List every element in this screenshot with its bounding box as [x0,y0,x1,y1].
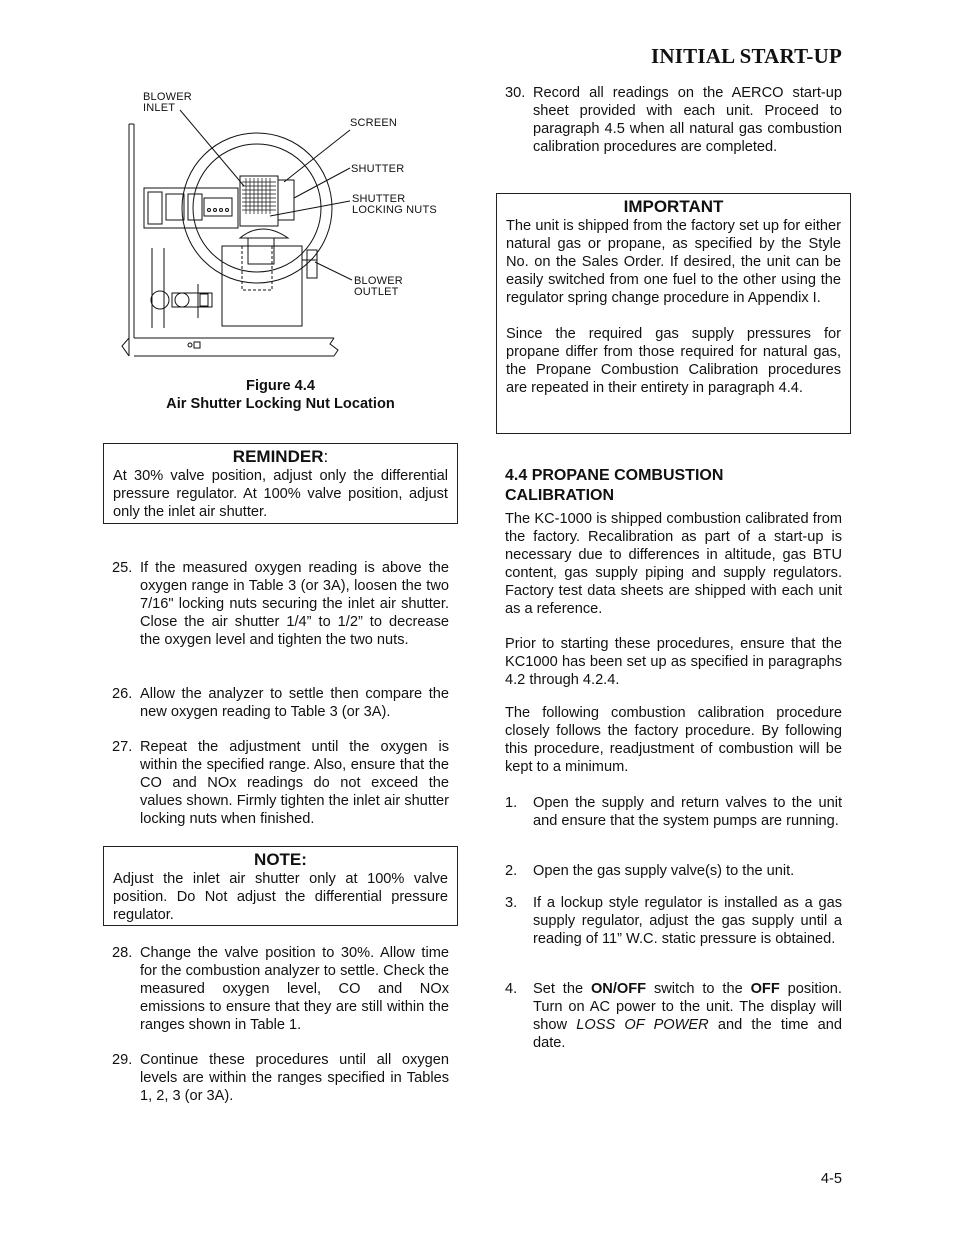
figure-caption-title: Air Shutter Locking Nut Location [166,396,395,412]
section-paragraph-1: The KC-1000 is shipped combustion calibrated from the factory. Recalibration as part of a start-up is necessary due to differences in altitude, gas BTU content, gas supply piping and supply regulators. Factory test data sheets are shipped with each unit as a reference. [505,511,842,617]
label-blower-outlet: BLOWER OUTLET [354,275,403,298]
important-title: IMPORTANT [623,197,724,216]
section-heading-line-2: CALIBRATION [505,487,615,504]
on-off-switch-label: ON/OFF [590,981,647,997]
important-box [496,193,851,434]
list-item-25: 25. If the measured oxygen reading is above the oxygen range in Table 3 (or 3A), loosen the two 7/16" locking nuts securing the inlet air shutter. Close the air shutter 1/4” to 1/2” to decrease the oxygen level and tighten the two nuts. [112,560,449,648]
page-number: 4-5 [820,1171,842,1187]
important-para-2: Since the required gas supply pressures for propane differ from those required for natural gas, the Propane Combustion Calibration procedures are repeated in their entirety in paragraph 4.4. [506,326,841,396]
reminder-title: REMINDER: [232,447,329,466]
list-item-30: 30. Record all readings on the AERCO start-up sheet provided with each unit. Proceed to paragraph 4.5 when all natural gas combustion calibration procedures are completed. [505,85,842,155]
list-item-29: 29. Continue these procedures until all oxygen levels are within the ranges specified in Tables 1, 2, 3 (or 3A). [112,1052,449,1104]
label-shutter-locking-nuts: SHUTTER LOCKING NUTS [352,193,437,216]
list-item-26: 26. Allow the analyzer to settle then compare the new oxygen reading to Table 3 (or 3A). [112,686,449,720]
section-paragraph-3: The following combustion calibration procedure closely follows the factory procedure. By following this procedure, readjustment of combustion will be kept to a minimum. [505,705,842,775]
label-screen: SCREEN [350,117,398,129]
list-item-2: 2. Open the gas supply valve(s) to the unit. [505,863,795,879]
page-header-title: INITIAL START-UP [651,44,842,68]
off-position-label: OFF [750,981,780,997]
list-item-4: 4. Set the ON/OFF switch to the OFF position. Turn on AC power to the unit. The display will show LOSS OF POWER and the time and date. [505,981,843,1051]
section-heading-line-1: 4.4 PROPANE COMBUSTION [505,467,724,484]
list-item-1: 1. Open the supply and return valves to the unit and ensure that the system pumps are running. [505,795,842,829]
reminder-box [103,443,458,524]
important-para-1: The unit is shipped from the factory set up for either natural gas or propane, as specified by the Style No. on the Sales Order. If desired, the unit can be easily switched from one fuel to the other using the regulator spring change procedure in Appendix I. [506,218,841,306]
label-blower-inlet: BLOWER INLET [143,91,192,114]
section-paragraph-2: Prior to starting these procedures, ensure that the KC1000 has been set up as specified in paragraphs 4.2 through 4.2.4. [505,636,842,688]
list-item-3: 3. If a lockup style regulator is installed as a gas supply regulator, adjust the gas supply until a reading of 11” W.C. static pressure is obtained. [505,895,842,947]
label-shutter: SHUTTER [351,163,405,175]
note-text: Adjust the inlet air shutter only at 100% valve position. Do Not adjust the differential pressure regulator. [113,871,448,923]
air-shutter-figure [112,88,457,360]
list-item-27: 27. Repeat the adjustment until the oxygen is within the specified range. Also, ensure that the CO and NOx readings do not exceed the values shown. Firmly tighten the inlet air shutter locking nuts when finished. [112,739,449,827]
figure-caption-number: Figure 4.4 [246,378,315,394]
reminder-text: At 30% valve position, adjust only the differential pressure regulator. At 100% valve position, adjust only the inlet air shutter. [113,468,448,520]
note-box [103,846,458,926]
loss-of-power-display: LOSS OF POWER [576,1017,709,1033]
list-item-28: 28. Change the valve position to 30%. Allow time for the combustion analyzer to settle. Check the measured oxygen level, CO and NOx emissions to ensure that they are still within the ranges shown in Table 1. [112,945,449,1033]
note-title: NOTE: [254,850,307,869]
